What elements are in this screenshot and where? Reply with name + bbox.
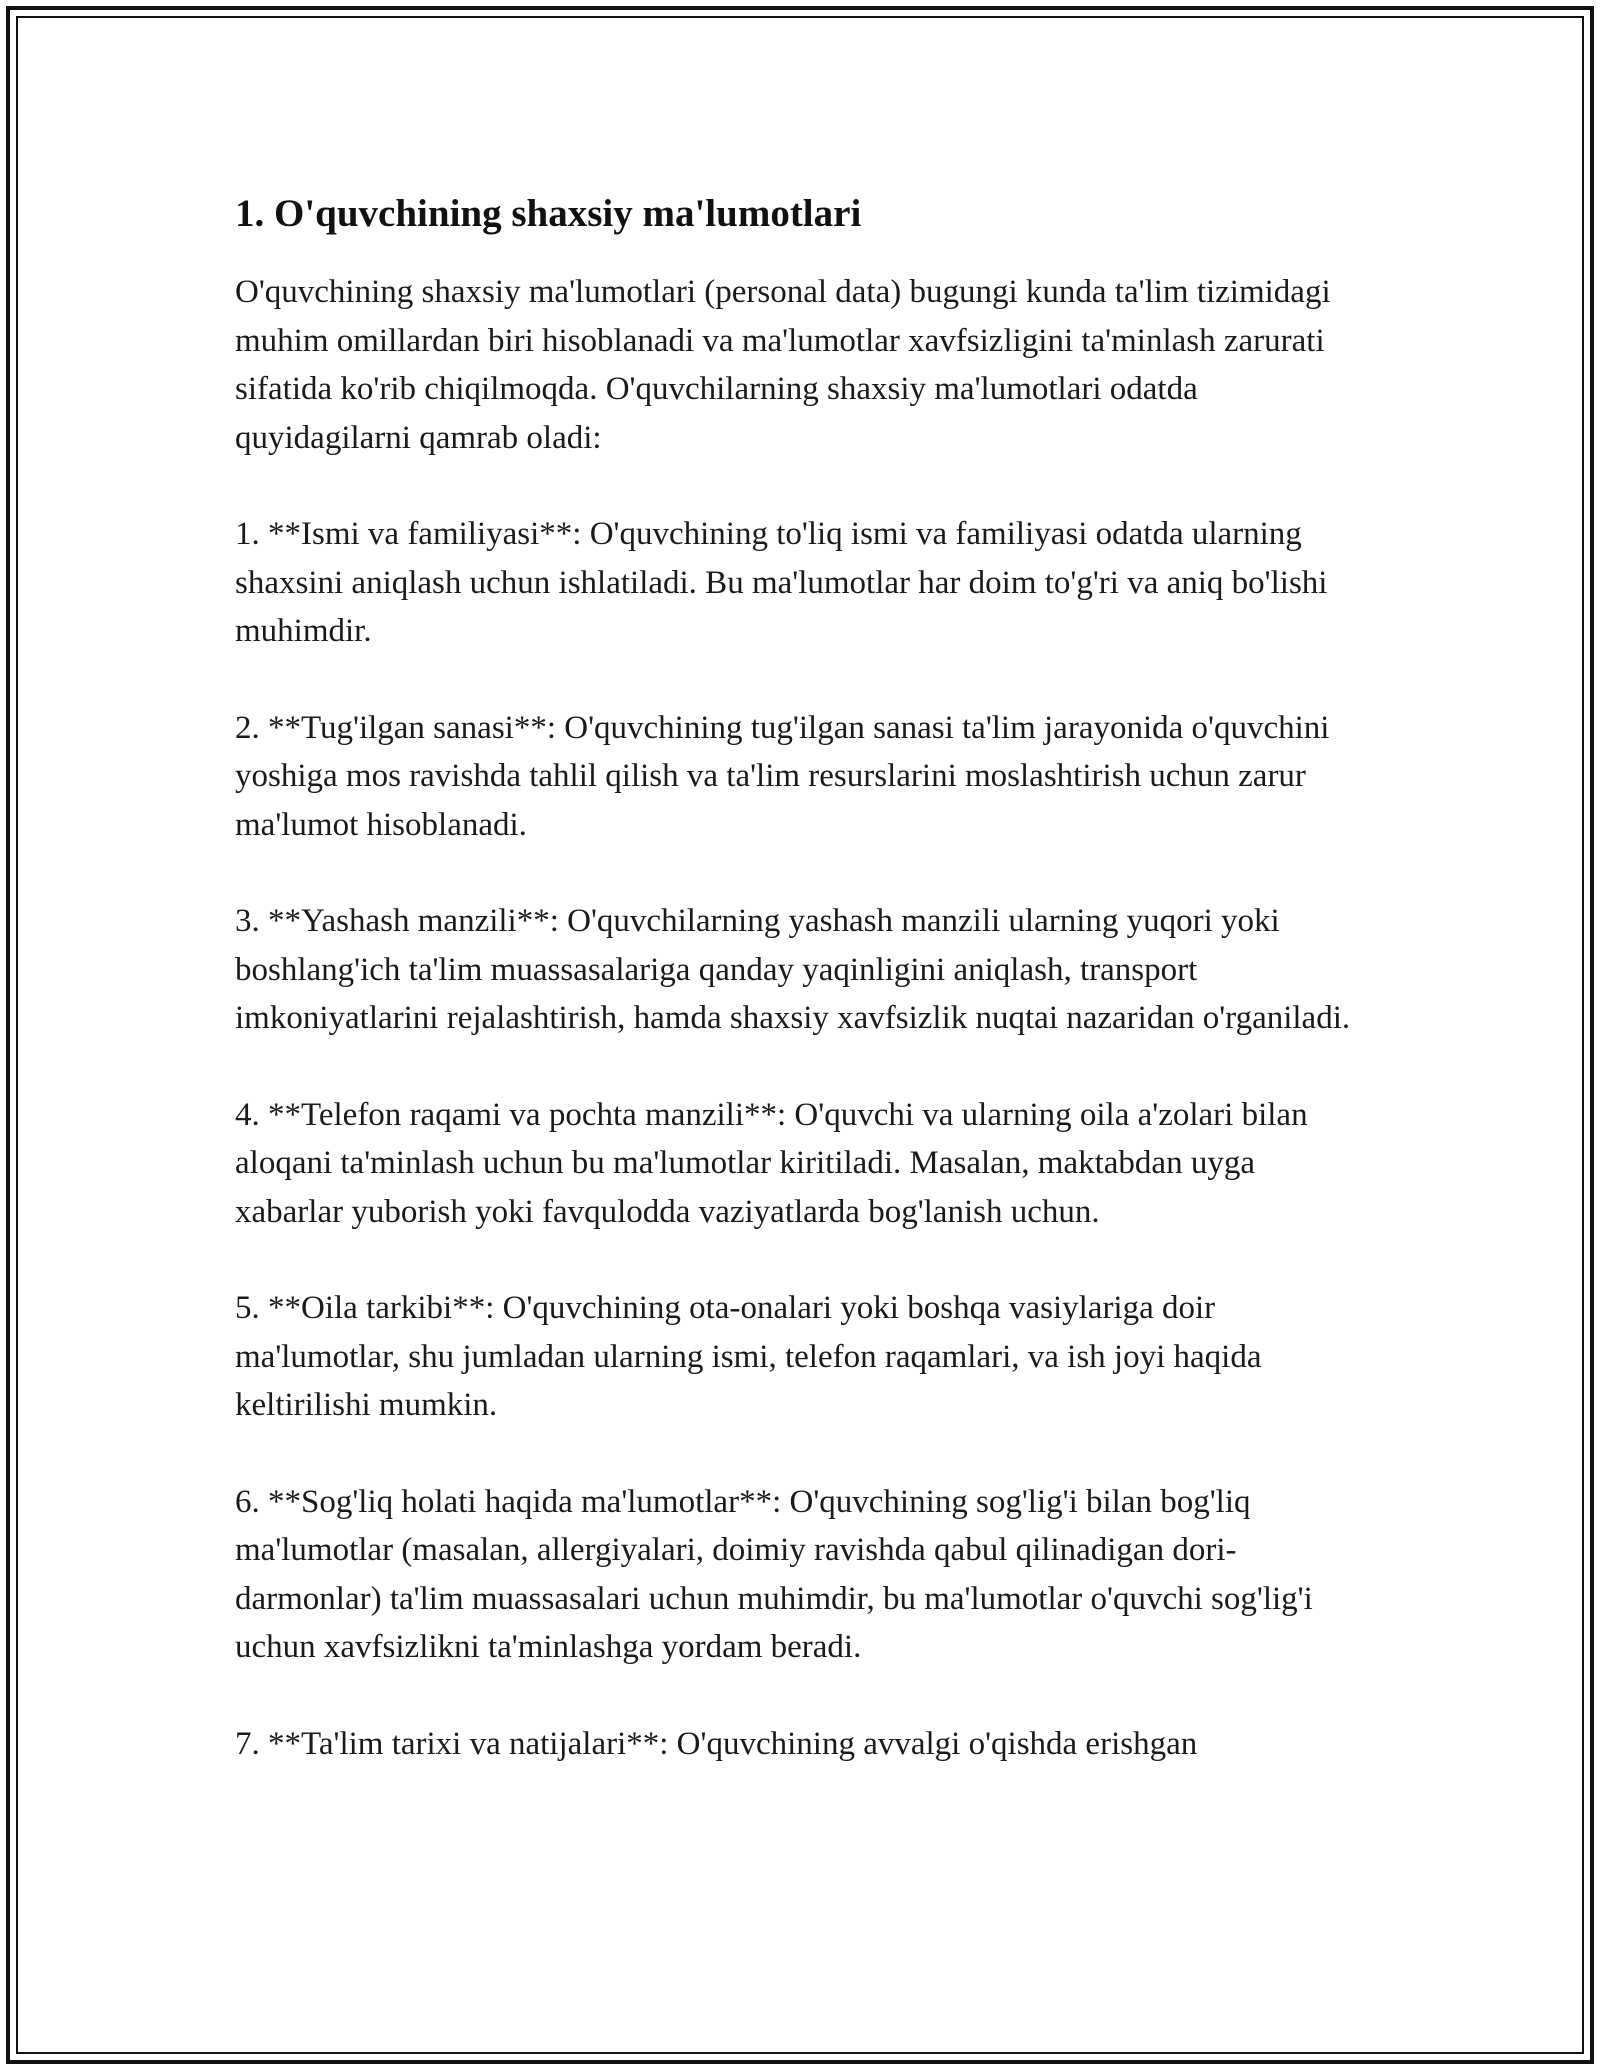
list-item-health: 6. **Sog'liq holati haqida ma'lumotlar**: O'quvchining sog'lig'i bilan bog'liq ma'lumotlar (masalan, allergiyalari, doimiy ravishda qabul qilinadigan dori-darmonlar) ta'lim muassasalari uchun muhimdir, bu ma'lumotlar o'quvchi sog'lig'i uchun xavfsizlikni ta'minlashga yordam beradi. <box>235 1483 1313 1665</box>
section-heading: 1. O'quvchining shaxsiy ma'lumotlari <box>235 192 862 235</box>
intro-paragraph: O'quvchining shaxsiy ma'lumotlari (personal data) bugungi kunda ta'lim tizimidagi muhim omillardan biri hisoblanadi va ma'lumotlar xavfsizligini ta'minlash zarurati sifatida ko'rib chiqilmoqda. O'quvchilarning shaxsiy ma'lumotlari odatda quyidagilarni qamrab oladi: <box>235 274 1331 456</box>
document-body <box>235 188 1370 1816</box>
list-item-family: 5. **Oila tarkibi**: O'quvchining ota-onalari yoki boshqa vasiylariga doir ma'lumotlar, shu jumladan ularning ismi, telefon raqamlari, va ish joyi haqida keltirilishi mumkin. <box>235 1290 1262 1423</box>
list-item-education: 7. **Ta'lim tarixi va natijalari**: O'quvchining avvalgi o'qishda erishgan <box>235 1725 1198 1762</box>
list-item-address: 3. **Yashash manzili**: O'quvchilarning yashash manzili ularning yuqori yoki boshlang'ich ta'lim muassasalariga qanday yaqinligini aniqlash, transport imkoniyatlarini rejalashtirish, hamda shaxsiy xavfsizlik nuqtai nazaridan o'rganiladi. <box>235 903 1351 1036</box>
list-item-name: 1. **Ismi va familiyasi**: O'quvchining to'liq ismi va familiyasi odatda ularning shaxsini aniqlash uchun ishlatiladi. Bu ma'lumotlar har doim to'g'ri va aniq bo'lishi muhimdir. <box>235 516 1328 649</box>
list-item-contact: 4. **Telefon raqami va pochta manzili**: O'quvchi va ularning oila a'zolari bilan aloqani ta'minlash uchun bu ma'lumotlar kiritiladi. Masalan, maktabdan uyga xabarlar yuborish yoki favqulodda vaziyatlarda bog'lanish uchun. <box>235 1096 1308 1230</box>
list-item-birthdate: 2. **Tug'ilgan sanasi**: O'quvchining tug'ilgan sanasi ta'lim jarayonida o'quvchini yoshiga mos ravishda tahlil qilish va ta'lim resurslarini moslashtirish uchun zarur ma'lumot hisoblanadi. <box>235 709 1330 843</box>
